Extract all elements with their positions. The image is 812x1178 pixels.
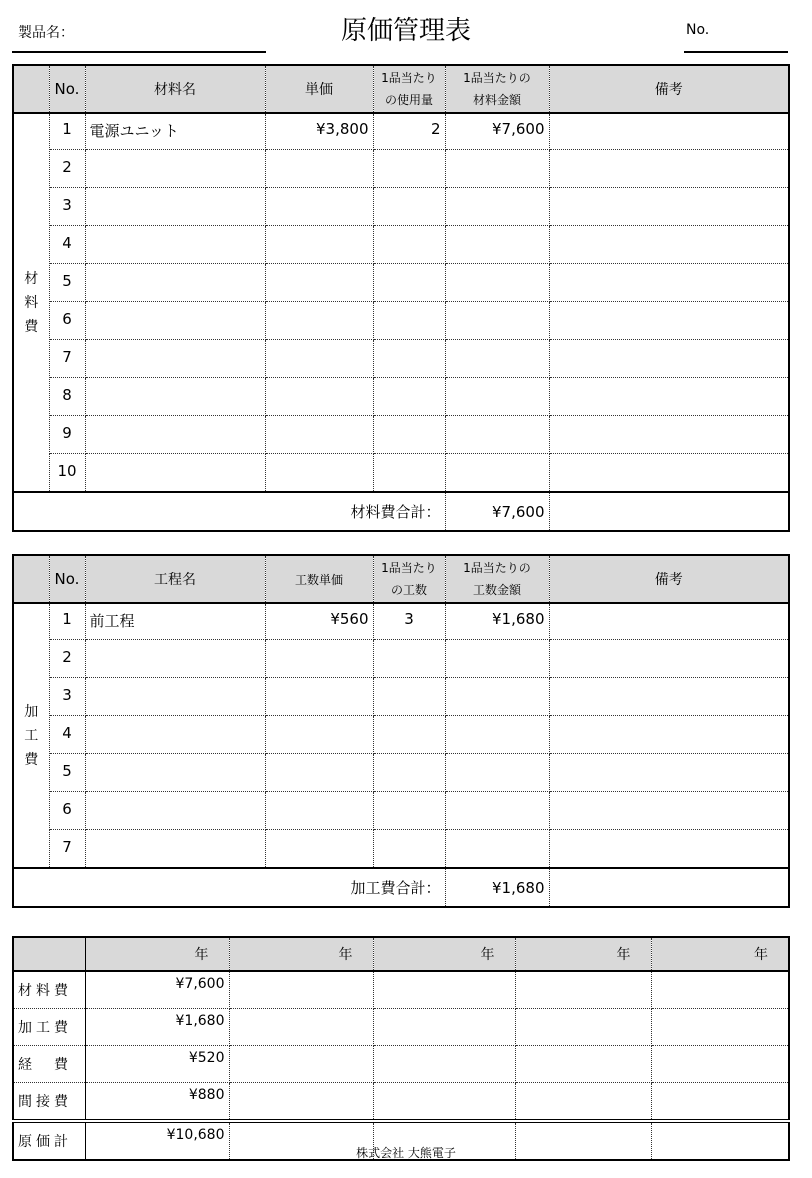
item-name-cell[interactable] <box>85 416 265 454</box>
item-name-cell[interactable] <box>85 302 265 340</box>
quantity-cell[interactable] <box>373 640 445 678</box>
summary-row-label: 間接費 <box>13 1083 85 1122</box>
amount-cell[interactable] <box>445 754 549 792</box>
processing-header-row <box>13 555 789 603</box>
quantity-cell[interactable] <box>373 340 445 378</box>
summary-row-label: 材料費 <box>13 971 85 1009</box>
row-number: 3 <box>49 188 85 226</box>
section-header-blank <box>13 555 49 603</box>
processing-table <box>12 554 790 908</box>
materials-row <box>13 378 789 416</box>
summary-row-label: 経 費 <box>13 1046 85 1083</box>
row-number: 7 <box>49 830 85 869</box>
row-number: 3 <box>49 678 85 716</box>
item-name-cell[interactable] <box>85 454 265 493</box>
summary-row-label: 原価計 <box>13 1121 85 1160</box>
amount-cell[interactable] <box>445 264 549 302</box>
amount-cell[interactable] <box>445 792 549 830</box>
row-number: 10 <box>49 454 85 493</box>
amount-cell[interactable] <box>445 226 549 264</box>
materials-row <box>13 340 789 378</box>
processing-row <box>13 678 789 716</box>
materials-row <box>13 226 789 264</box>
note-cell[interactable] <box>549 302 789 340</box>
amount-cell[interactable]: ¥1,680 <box>445 603 549 640</box>
summary-value-cell[interactable] <box>229 971 373 1009</box>
materials-row <box>13 264 789 302</box>
unit-price-cell[interactable] <box>265 640 373 678</box>
note-cell[interactable] <box>549 340 789 378</box>
year-header[interactable]: 年 <box>373 937 515 971</box>
materials-row <box>13 188 789 226</box>
materials-row <box>13 302 789 340</box>
row-number: 1 <box>49 603 85 640</box>
amount-cell[interactable] <box>445 640 549 678</box>
unit-price-cell[interactable]: ¥3,800 <box>265 113 373 150</box>
col-header-labor-amount: 1品当たりの 工数金額 <box>445 555 549 603</box>
summary-value-cell[interactable]: ¥10,680 <box>85 1121 229 1160</box>
item-name-cell[interactable] <box>85 378 265 416</box>
item-name-cell[interactable] <box>85 792 265 830</box>
quantity-cell[interactable] <box>373 454 445 493</box>
quantity-cell[interactable] <box>373 678 445 716</box>
unit-price-cell[interactable] <box>265 302 373 340</box>
amount-cell[interactable] <box>445 302 549 340</box>
summary-value-cell[interactable] <box>373 1083 515 1122</box>
col-header-no: No. <box>49 555 85 603</box>
quantity-cell[interactable] <box>373 378 445 416</box>
row-number: 5 <box>49 754 85 792</box>
unit-price-cell[interactable] <box>265 340 373 378</box>
row-number: 2 <box>49 150 85 188</box>
product-name-field[interactable] <box>12 51 266 53</box>
col-header-material-name: 材料名 <box>85 65 265 113</box>
processing-row <box>13 716 789 754</box>
year-header[interactable]: 年 <box>515 937 651 971</box>
unit-price-cell[interactable] <box>265 188 373 226</box>
page-title: 原価管理表 <box>340 16 471 46</box>
note-cell[interactable] <box>549 716 789 754</box>
amount-cell[interactable] <box>445 830 549 869</box>
product-name-label: 製品名： <box>18 25 74 41</box>
section-header-blank <box>13 65 49 113</box>
summary-value-cell[interactable] <box>229 1046 373 1083</box>
summary-value-cell[interactable] <box>515 1046 651 1083</box>
unit-price-cell[interactable] <box>265 754 373 792</box>
col-header-no: No. <box>49 65 85 113</box>
materials-row <box>13 113 789 150</box>
materials-row <box>13 454 789 493</box>
summary-value-cell[interactable] <box>373 1009 515 1046</box>
note-cell[interactable] <box>549 792 789 830</box>
item-name-cell[interactable] <box>85 678 265 716</box>
amount-cell[interactable] <box>445 150 549 188</box>
quantity-cell[interactable]: 3 <box>373 603 445 640</box>
note-cell[interactable] <box>549 226 789 264</box>
materials-row <box>13 150 789 188</box>
amount-cell[interactable] <box>445 340 549 378</box>
year-header[interactable]: 年 <box>651 937 789 971</box>
col-header-process-name: 工程名 <box>85 555 265 603</box>
processing-row <box>13 830 789 869</box>
row-number: 2 <box>49 640 85 678</box>
quantity-cell[interactable] <box>373 416 445 454</box>
col-header-unit-price: 単価 <box>265 65 373 113</box>
note-cell[interactable] <box>549 603 789 640</box>
col-header-labor-rate: 工数単価 <box>265 555 373 603</box>
amount-cell[interactable] <box>445 416 549 454</box>
item-name-cell[interactable] <box>85 716 265 754</box>
document-number-label: No. <box>686 22 710 38</box>
processing-row <box>13 640 789 678</box>
note-cell[interactable] <box>549 264 789 302</box>
amount-cell[interactable] <box>445 188 549 226</box>
amount-cell[interactable] <box>445 454 549 493</box>
year-header[interactable]: 年 <box>229 937 373 971</box>
item-name-cell[interactable] <box>85 640 265 678</box>
summary-value-cell[interactable]: ¥1,680 <box>85 1009 229 1046</box>
col-header-note: 備考 <box>549 65 789 113</box>
unit-price-cell[interactable] <box>265 264 373 302</box>
processing-total-label: 加工費合計： <box>13 868 445 907</box>
quantity-cell[interactable] <box>373 754 445 792</box>
unit-price-cell[interactable] <box>265 830 373 869</box>
note-cell[interactable] <box>549 150 789 188</box>
materials-total-value[interactable]: ¥7,600 <box>445 492 549 531</box>
row-number: 6 <box>49 302 85 340</box>
unit-price-cell[interactable] <box>265 416 373 454</box>
row-number: 6 <box>49 792 85 830</box>
item-name-cell[interactable] <box>85 188 265 226</box>
col-header-labor-hours: 1品当たり の工数 <box>373 555 445 603</box>
summary-row <box>13 1009 789 1046</box>
summary-value-cell[interactable] <box>515 971 651 1009</box>
summary-value-cell[interactable] <box>651 1009 789 1046</box>
summary-value-cell[interactable] <box>373 1046 515 1083</box>
summary-value-cell[interactable]: ¥520 <box>85 1046 229 1083</box>
year-header[interactable]: 年 <box>85 937 229 971</box>
quantity-cell[interactable] <box>373 792 445 830</box>
summary-value-cell[interactable] <box>515 1009 651 1046</box>
quantity-cell[interactable] <box>373 188 445 226</box>
col-header-quantity: 1品当たり の使用量 <box>373 65 445 113</box>
unit-price-cell[interactable] <box>265 792 373 830</box>
unit-price-cell[interactable] <box>265 150 373 188</box>
note-cell[interactable] <box>549 113 789 150</box>
summary-header-row <box>13 937 789 971</box>
summary-value-cell[interactable] <box>515 1083 651 1122</box>
amount-cell[interactable] <box>445 378 549 416</box>
summary-value-cell[interactable] <box>373 971 515 1009</box>
quantity-cell[interactable] <box>373 150 445 188</box>
materials-total-note[interactable] <box>549 492 789 531</box>
processing-row <box>13 792 789 830</box>
processing-total-value[interactable]: ¥1,680 <box>445 868 549 907</box>
unit-price-cell[interactable] <box>265 378 373 416</box>
unit-price-cell[interactable] <box>265 716 373 754</box>
amount-cell[interactable] <box>445 678 549 716</box>
note-cell[interactable] <box>549 830 789 869</box>
company-name: 株式会社 大熊電子 <box>356 1146 456 1160</box>
note-cell[interactable] <box>549 640 789 678</box>
summary-row <box>13 971 789 1009</box>
col-header-note: 備考 <box>549 555 789 603</box>
materials-total-label: 材料費合計： <box>13 492 445 531</box>
summary-value-cell[interactable]: ¥880 <box>85 1083 229 1122</box>
document-number-field[interactable] <box>684 51 788 53</box>
summary-row-label: 加工費 <box>13 1009 85 1046</box>
unit-price-cell[interactable] <box>265 678 373 716</box>
cost-summary-table <box>12 936 790 1161</box>
summary-value-cell[interactable] <box>651 1046 789 1083</box>
note-cell[interactable] <box>549 416 789 454</box>
materials-table <box>12 64 790 532</box>
item-name-cell[interactable] <box>85 340 265 378</box>
row-number: 4 <box>49 716 85 754</box>
processing-total-row <box>13 868 789 907</box>
summary-value-cell[interactable]: ¥7,600 <box>85 971 229 1009</box>
row-number: 8 <box>49 378 85 416</box>
note-cell[interactable] <box>549 188 789 226</box>
row-number: 1 <box>49 113 85 150</box>
materials-header-row <box>13 65 789 113</box>
note-cell[interactable] <box>549 754 789 792</box>
summary-row <box>13 1046 789 1083</box>
processing-row <box>13 754 789 792</box>
summary-row <box>13 1083 789 1122</box>
amount-cell[interactable]: ¥7,600 <box>445 113 549 150</box>
note-cell[interactable] <box>549 378 789 416</box>
item-name-cell[interactable] <box>85 830 265 869</box>
row-number: 4 <box>49 226 85 264</box>
amount-cell[interactable] <box>445 716 549 754</box>
quantity-cell[interactable] <box>373 302 445 340</box>
quantity-cell[interactable] <box>373 226 445 264</box>
summary-value-cell[interactable] <box>651 971 789 1009</box>
item-name-cell[interactable] <box>85 264 265 302</box>
summary-corner <box>13 937 85 971</box>
materials-row <box>13 416 789 454</box>
item-name-cell[interactable]: 前工程 <box>85 603 265 640</box>
row-number: 9 <box>49 416 85 454</box>
item-name-cell[interactable] <box>85 754 265 792</box>
materials-section-label: 材 料 費 <box>13 113 49 492</box>
col-header-amount: 1品当たりの 材料金額 <box>445 65 549 113</box>
quantity-cell[interactable] <box>373 716 445 754</box>
materials-total-row <box>13 492 789 531</box>
processing-total-note[interactable] <box>549 868 789 907</box>
unit-price-cell[interactable] <box>265 454 373 493</box>
row-number: 5 <box>49 264 85 302</box>
summary-value-cell[interactable] <box>651 1083 789 1122</box>
item-name-cell[interactable]: 電源ユニット <box>85 113 265 150</box>
processing-row <box>13 603 789 640</box>
quantity-cell[interactable] <box>373 264 445 302</box>
item-name-cell[interactable] <box>85 226 265 264</box>
quantity-cell[interactable] <box>373 830 445 869</box>
summary-value-cell[interactable] <box>229 1083 373 1122</box>
quantity-cell[interactable]: 2 <box>373 113 445 150</box>
note-cell[interactable] <box>549 678 789 716</box>
note-cell[interactable] <box>549 454 789 493</box>
processing-section-label: 加 工 費 <box>13 603 49 868</box>
item-name-cell[interactable] <box>85 150 265 188</box>
row-number: 7 <box>49 340 85 378</box>
unit-price-cell[interactable]: ¥560 <box>265 603 373 640</box>
unit-price-cell[interactable] <box>265 226 373 264</box>
summary-value-cell[interactable] <box>229 1009 373 1046</box>
